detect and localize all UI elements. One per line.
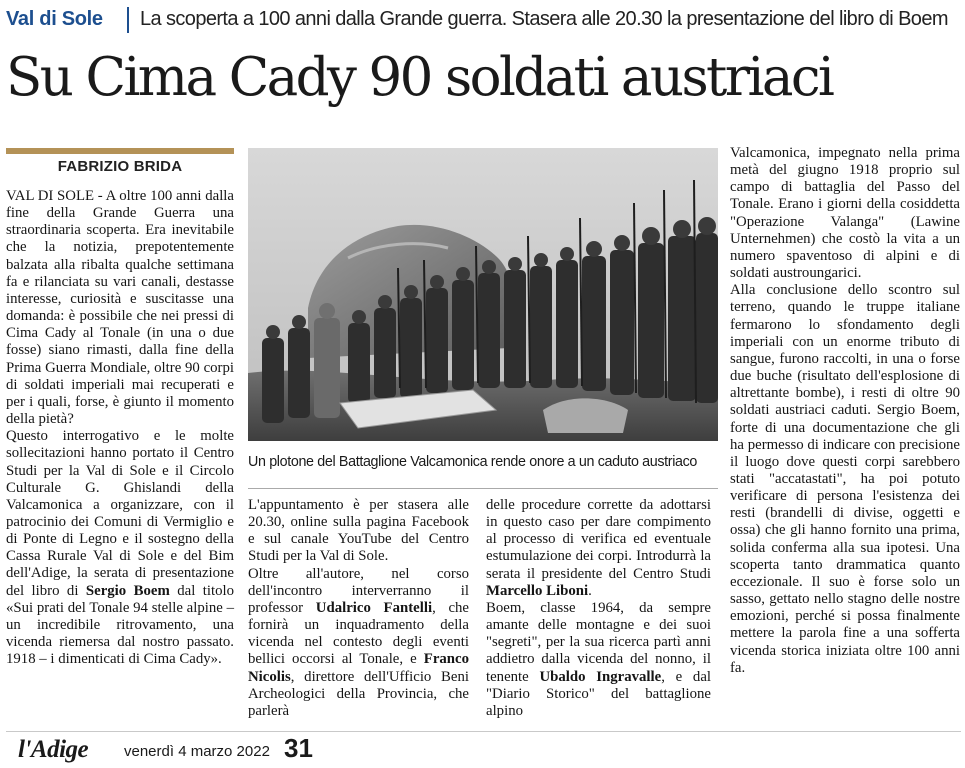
kicker-divider (127, 7, 129, 33)
section-label: Val di Sole (6, 8, 103, 30)
paragraph: L'appuntamento è per stasera alle 20.30, online sulla pagina Facebook e sul canale YouTube del Centro Studi per la Val di Sole. (248, 497, 469, 565)
text-run: dal titolo «Sui prati del Tonale 94 stelle alpine – un incredibile ritrovamento, una vicenda riemersa dal nostro passato. 1918 – i dimenticati di Cima Cady». (6, 582, 234, 668)
issue-date: venerdì 4 marzo 2022 (124, 743, 270, 760)
kicker-subtitle: La scoperta a 100 anni dalla Grande guerra. Stasera alle 20.30 la presentazione del libro di Boem (140, 8, 948, 30)
paragraph: Valcamonica, impegnato nella prima metà del giugno 1918 proprio sul campo di battaglia del Passo del Tonale. Erano i giorni della cosiddetta "Operazione Valanga" (Lawine Unternehmen) che costò la vita a un numero spaventoso di alpini e di soldati austroungarici. (730, 145, 960, 282)
person-name: Marcello Liboni (486, 582, 589, 599)
text-run: . (588, 582, 592, 599)
article-column-3 (486, 497, 711, 720)
headline: Su Cima Cady 90 soldati austriaci (6, 47, 833, 108)
article-column-2 (248, 497, 469, 720)
paragraph: Alla conclusione dello scontro sul terreno, quando le truppe italiane fermarono lo sfondamento degli imperiali con un enorme tributo di sangue, furono raccolti, in una o forse due buche (risultato dell'esplosione di altrettante bombe), i resti di oltre 90 soldati austriaci caduti. Sergio Boem, forte di una documentazione che gli ha permesso di indicare con precisione il luogo dove questi corpi sarebbero stati "accatastati", ha poi potuto verificare di persona l'esistenza dei resti (brandelli di divise, oggetti e ossa) che gli hanno fornito una prima, solida conferma alla sua ipotesi. Una scoperta tanto drammatica quanto eccezionale. Il suo è forse solo un sasso, gettato nello stagno delle nostre emozioni, perché si possa finalmente mettere la parola fine a una sofferta vicenda storica iniziata oltre 100 anni fa. (730, 282, 960, 676)
byline-rule (6, 148, 234, 154)
person-name: Franco Nicolis (248, 651, 469, 685)
article-column-1 (6, 188, 234, 668)
text-run: , direttore dell'Ufficio Beni Archeologici della Provincia, che parlerà (248, 668, 469, 719)
text-run: , e dal "Diario Storico" del battaglione alpino (486, 668, 711, 719)
text-run: , che fornirà un inquadramento della vicenda nel contesto degli eventi bellici occorsi al Tonale, e (248, 599, 470, 668)
text-run: delle procedure corrette da adottarsi in questo caso per dare compimento al processo di verifica ed eventuale estumulazione dei corpi. Introdurrà la serata il presidente del Centro Studi (486, 497, 711, 582)
text-run: Questo interrogativo e le molte sollecitazioni hanno portato il Centro Studi per la Val di Sole e il Circolo Culturale G. Ghislandi della Valcamonica a organizzare, con il patrocinio dei Comuni di Vermiglio e di Ponte di Legno e il sostegno della Cassa Rurale Val di Sole e del Bim dell'Adige, la serata di presentazione del libro di (6, 428, 234, 599)
text-run: Oltre all'autore, nel corso dell'incontro interverranno il professor (248, 565, 469, 616)
byline: FABRIZIO BRIDA (57, 158, 183, 175)
article-photo (248, 148, 718, 441)
paragraph (486, 600, 711, 720)
page-number: 31 (284, 733, 313, 763)
person-name: Sergio Boem (85, 582, 170, 599)
paragraph (6, 428, 234, 668)
paragraph (486, 497, 711, 600)
person-name: Ubaldo Ingravalle (539, 668, 662, 685)
paragraph: VAL DI SOLE - A oltre 100 anni dalla fine della Grande Guerra una straordinaria scoperta. Era inevitabile che la notizia, prepotentemente balzata alla ribalta qualche settimana fa e rilanciata su vari canali, destasse interesse, curiosità e suscitasse una domanda: è possibile che nei pressi di Cima Cady al Tonale (in una o due fosse) siano rimasti, dalla fine della Prima Guerra Mondiale, oltre 90 corpi di soldati imperiali mai recuperati e per i quali, forse, è giunto il momento della pietà? (6, 188, 234, 428)
paragraph (248, 566, 469, 720)
newspaper-logo: l'Adige (18, 736, 89, 763)
text-run: Boem, classe 1964, da sempre amante delle montagne e dei suoi "segreti", per la sua ricerca partì anni addietro dalla vicenda del nonno, il tenente (486, 599, 711, 685)
article-column-4 (730, 145, 960, 677)
footer-rule (6, 731, 961, 732)
photo-caption: Un plotone del Battaglione Valcamonica rende onore a un caduto austriaco (248, 454, 698, 470)
caption-rule (248, 488, 718, 489)
soldiers-photo-illustration (248, 148, 718, 441)
person-name: Udalrico Fantelli (315, 599, 433, 616)
